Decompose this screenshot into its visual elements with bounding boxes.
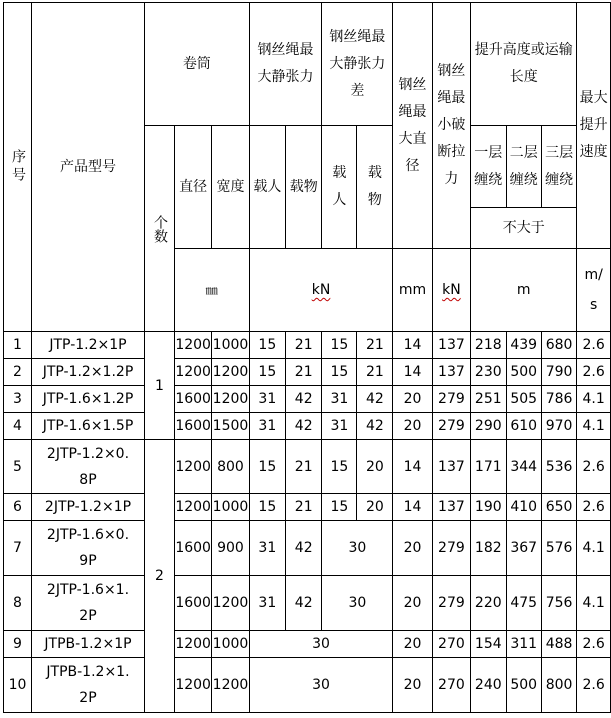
cell-brk: 137 xyxy=(432,359,470,386)
cell-l2: 505 xyxy=(506,386,541,413)
cell-l3: 536 xyxy=(541,440,576,494)
cell-dia: 1600 xyxy=(174,386,211,413)
cell-rope: 20 xyxy=(393,386,432,413)
cell-dia: 1200 xyxy=(174,359,211,386)
cell-spd: 4.1 xyxy=(577,413,611,440)
cell-brk: 137 xyxy=(432,440,470,494)
cell-rope: 14 xyxy=(393,332,432,359)
cell-wid: 900 xyxy=(212,521,249,576)
cell-l1: 218 xyxy=(471,332,506,359)
cell-brk: 137 xyxy=(432,494,470,521)
header-person-v: 载人 xyxy=(322,126,357,249)
cell-rope: 20 xyxy=(393,631,432,658)
cell-l3: 680 xyxy=(541,332,576,359)
cell-model: JTP-1.6×1.5P xyxy=(32,413,145,440)
cell-l3: 756 xyxy=(541,576,576,631)
cell-dg: 21 xyxy=(357,359,393,386)
cell-no: 5 xyxy=(4,440,32,494)
header-max-static-tension-diff: 钢丝绳最大静张力差 xyxy=(322,3,393,126)
table-row xyxy=(4,521,611,576)
cell-diff: 30 xyxy=(322,521,393,576)
cell-dia: 1600 xyxy=(174,413,211,440)
header-rope-diameter: 钢丝绳最大直径 xyxy=(393,3,432,249)
cell-count-group2: 2 xyxy=(144,440,174,713)
unit-speed-bottom: s xyxy=(590,297,598,313)
cell-tp: 15 xyxy=(249,440,285,494)
cell-spd: 2.6 xyxy=(577,440,611,494)
cell-tg: 42 xyxy=(286,521,322,576)
cell-tg: 42 xyxy=(286,576,322,631)
cell-wid: 1500 xyxy=(212,413,249,440)
cell-wid: 1000 xyxy=(212,332,249,359)
cell-l2: 367 xyxy=(506,521,541,576)
unit-mm-rope: mm xyxy=(393,249,432,332)
cell-spd: 4.1 xyxy=(577,386,611,413)
header-max-static-tension: 钢丝绳最大静张力 xyxy=(249,3,322,126)
cell-brk: 279 xyxy=(432,413,470,440)
cell-spd: 2.6 xyxy=(577,494,611,521)
cell-tp: 31 xyxy=(249,576,285,631)
spec-table-container xyxy=(3,2,611,713)
cell-model: JTP-1.2×1.2P xyxy=(32,359,145,386)
cell-diff: 30 xyxy=(322,576,393,631)
cell-brk: 279 xyxy=(432,386,470,413)
cell-tg: 42 xyxy=(286,386,322,413)
cell-spd: 2.6 xyxy=(577,359,611,386)
header-goods: 载物 xyxy=(286,126,322,249)
cell-l3: 488 xyxy=(541,631,576,658)
cell-brk: 279 xyxy=(432,576,470,631)
header-diameter: 直径 xyxy=(174,126,211,249)
cell-tg: 42 xyxy=(286,413,322,440)
cell-spd: 4.1 xyxy=(577,576,611,631)
cell-dg: 42 xyxy=(357,386,393,413)
cell-l3: 786 xyxy=(541,386,576,413)
header-count: 个数 xyxy=(144,126,174,332)
cell-no: 7 xyxy=(4,521,32,576)
cell-l1: 290 xyxy=(471,413,506,440)
cell-wid: 800 xyxy=(212,440,249,494)
cell-l1: 251 xyxy=(471,386,506,413)
cell-dp: 15 xyxy=(322,332,357,359)
cell-spd: 2.6 xyxy=(577,332,611,359)
header-layer2: 二层缠绕 xyxy=(506,126,541,208)
unit-kn-tension xyxy=(249,249,393,332)
cell-no: 9 xyxy=(4,631,32,658)
cell-dg: 20 xyxy=(357,494,393,521)
cell-l2: 500 xyxy=(506,658,541,713)
cell-dia: 1600 xyxy=(174,521,211,576)
cell-no: 1 xyxy=(4,332,32,359)
cell-no: 3 xyxy=(4,386,32,413)
cell-l2: 311 xyxy=(506,631,541,658)
cell-rope: 20 xyxy=(393,658,432,713)
header-model: 产品型号 xyxy=(32,3,145,332)
cell-spd: 2.6 xyxy=(577,658,611,713)
cell-tg: 21 xyxy=(286,494,322,521)
cell-tension: 30 xyxy=(249,658,393,713)
cell-model: JTP-1.2×1P xyxy=(32,332,145,359)
cell-brk: 270 xyxy=(432,631,470,658)
cell-dg: 21 xyxy=(357,332,393,359)
cell-brk: 270 xyxy=(432,658,470,713)
cell-dp: 15 xyxy=(322,494,357,521)
cell-rope: 14 xyxy=(393,440,432,494)
cell-l2: 500 xyxy=(506,359,541,386)
cell-tg: 21 xyxy=(286,440,322,494)
table-row xyxy=(4,413,611,440)
cell-model: JTP-1.6×1.2P xyxy=(32,386,145,413)
cell-count-group1: 1 xyxy=(144,332,174,440)
cell-tp: 31 xyxy=(249,413,285,440)
cell-l3: 576 xyxy=(541,521,576,576)
cell-l2: 344 xyxy=(506,440,541,494)
cell-model: JTPB-1.2×1.2P xyxy=(32,658,145,713)
cell-no: 2 xyxy=(4,359,32,386)
cell-l3: 650 xyxy=(541,494,576,521)
header-max-speed: 最大提升速度 xyxy=(577,3,611,249)
unit-kn-text: kN xyxy=(311,282,331,298)
unit-kn2-text: kN xyxy=(442,282,461,298)
cell-l2: 410 xyxy=(506,494,541,521)
header-drum: 卷筒 xyxy=(144,3,249,126)
cell-wid: 1200 xyxy=(212,359,249,386)
table-row xyxy=(4,658,611,713)
table-row xyxy=(4,359,611,386)
cell-model: 2JTP-1.2×1P xyxy=(32,494,145,521)
cell-rope: 14 xyxy=(393,494,432,521)
header-seq: 序号 xyxy=(4,3,32,332)
cell-l1: 182 xyxy=(471,521,506,576)
table-row xyxy=(4,494,611,521)
unit-kn-breaking xyxy=(432,249,470,332)
cell-dg: 20 xyxy=(357,440,393,494)
cell-l2: 439 xyxy=(506,332,541,359)
cell-tension: 30 xyxy=(249,631,393,658)
cell-l3: 790 xyxy=(541,359,576,386)
cell-model: 2JTP-1.2×0.8P xyxy=(32,440,145,494)
table-row xyxy=(4,440,611,494)
header-min-breaking: 钢丝绳最小破断拉力 xyxy=(432,3,470,249)
cell-dg: 42 xyxy=(357,413,393,440)
cell-brk: 279 xyxy=(432,521,470,576)
cell-l3: 800 xyxy=(541,658,576,713)
cell-rope: 14 xyxy=(393,359,432,386)
cell-l1: 190 xyxy=(471,494,506,521)
cell-rope: 20 xyxy=(393,413,432,440)
cell-tg: 21 xyxy=(286,332,322,359)
unit-speed-top: m/ xyxy=(584,267,603,283)
cell-model: JTPB-1.2×1P xyxy=(32,631,145,658)
cell-brk: 137 xyxy=(432,332,470,359)
cell-model: 2JTP-1.6×0.9P xyxy=(32,521,145,576)
cell-wid: 1000 xyxy=(212,631,249,658)
cell-no: 10 xyxy=(4,658,32,713)
cell-spd: 4.1 xyxy=(577,521,611,576)
table-row xyxy=(4,332,611,359)
cell-tp: 31 xyxy=(249,386,285,413)
table-row xyxy=(4,576,611,631)
cell-tp: 31 xyxy=(249,521,285,576)
cell-l1: 220 xyxy=(471,576,506,631)
cell-no: 4 xyxy=(4,413,32,440)
cell-dp: 31 xyxy=(322,386,357,413)
cell-l3: 970 xyxy=(541,413,576,440)
cell-l2: 610 xyxy=(506,413,541,440)
header-lift-height: 提升高度或运输长度 xyxy=(471,3,577,126)
cell-dia: 1200 xyxy=(174,494,211,521)
cell-dp: 15 xyxy=(322,359,357,386)
cell-dp: 31 xyxy=(322,413,357,440)
header-not-more: 不大于 xyxy=(471,208,577,249)
header-layer3: 三层缠绕 xyxy=(541,126,576,208)
cell-tp: 15 xyxy=(249,359,285,386)
cell-dia: 1600 xyxy=(174,576,211,631)
header-goods-v: 载物 xyxy=(357,126,393,249)
cell-rope: 20 xyxy=(393,576,432,631)
header-person: 载人 xyxy=(249,126,285,249)
unit-speed xyxy=(577,249,611,332)
cell-spd: 2.6 xyxy=(577,631,611,658)
cell-dia: 1200 xyxy=(174,631,211,658)
cell-wid: 1200 xyxy=(212,576,249,631)
unit-m-length: m xyxy=(471,249,577,332)
cell-dia: 1200 xyxy=(174,658,211,713)
cell-no: 6 xyxy=(4,494,32,521)
cell-rope: 20 xyxy=(393,521,432,576)
spec-table xyxy=(3,2,611,713)
cell-l1: 230 xyxy=(471,359,506,386)
header-width: 宽度 xyxy=(212,126,249,249)
unit-mm-drum: ㎜ xyxy=(174,249,249,332)
cell-model: 2JTP-1.6×1.2P xyxy=(32,576,145,631)
cell-dp: 15 xyxy=(322,440,357,494)
cell-tg: 21 xyxy=(286,359,322,386)
table-row xyxy=(4,631,611,658)
cell-l1: 240 xyxy=(471,658,506,713)
cell-no: 8 xyxy=(4,576,32,631)
cell-tp: 15 xyxy=(249,332,285,359)
header-layer1: 一层缠绕 xyxy=(471,126,506,208)
cell-l1: 171 xyxy=(471,440,506,494)
cell-wid: 1000 xyxy=(212,494,249,521)
cell-l2: 475 xyxy=(506,576,541,631)
cell-wid: 1200 xyxy=(212,658,249,713)
table-row xyxy=(4,386,611,413)
cell-dia: 1200 xyxy=(174,332,211,359)
cell-dia: 1200 xyxy=(174,440,211,494)
cell-l1: 154 xyxy=(471,631,506,658)
cell-tp: 15 xyxy=(249,494,285,521)
cell-wid: 1200 xyxy=(212,386,249,413)
